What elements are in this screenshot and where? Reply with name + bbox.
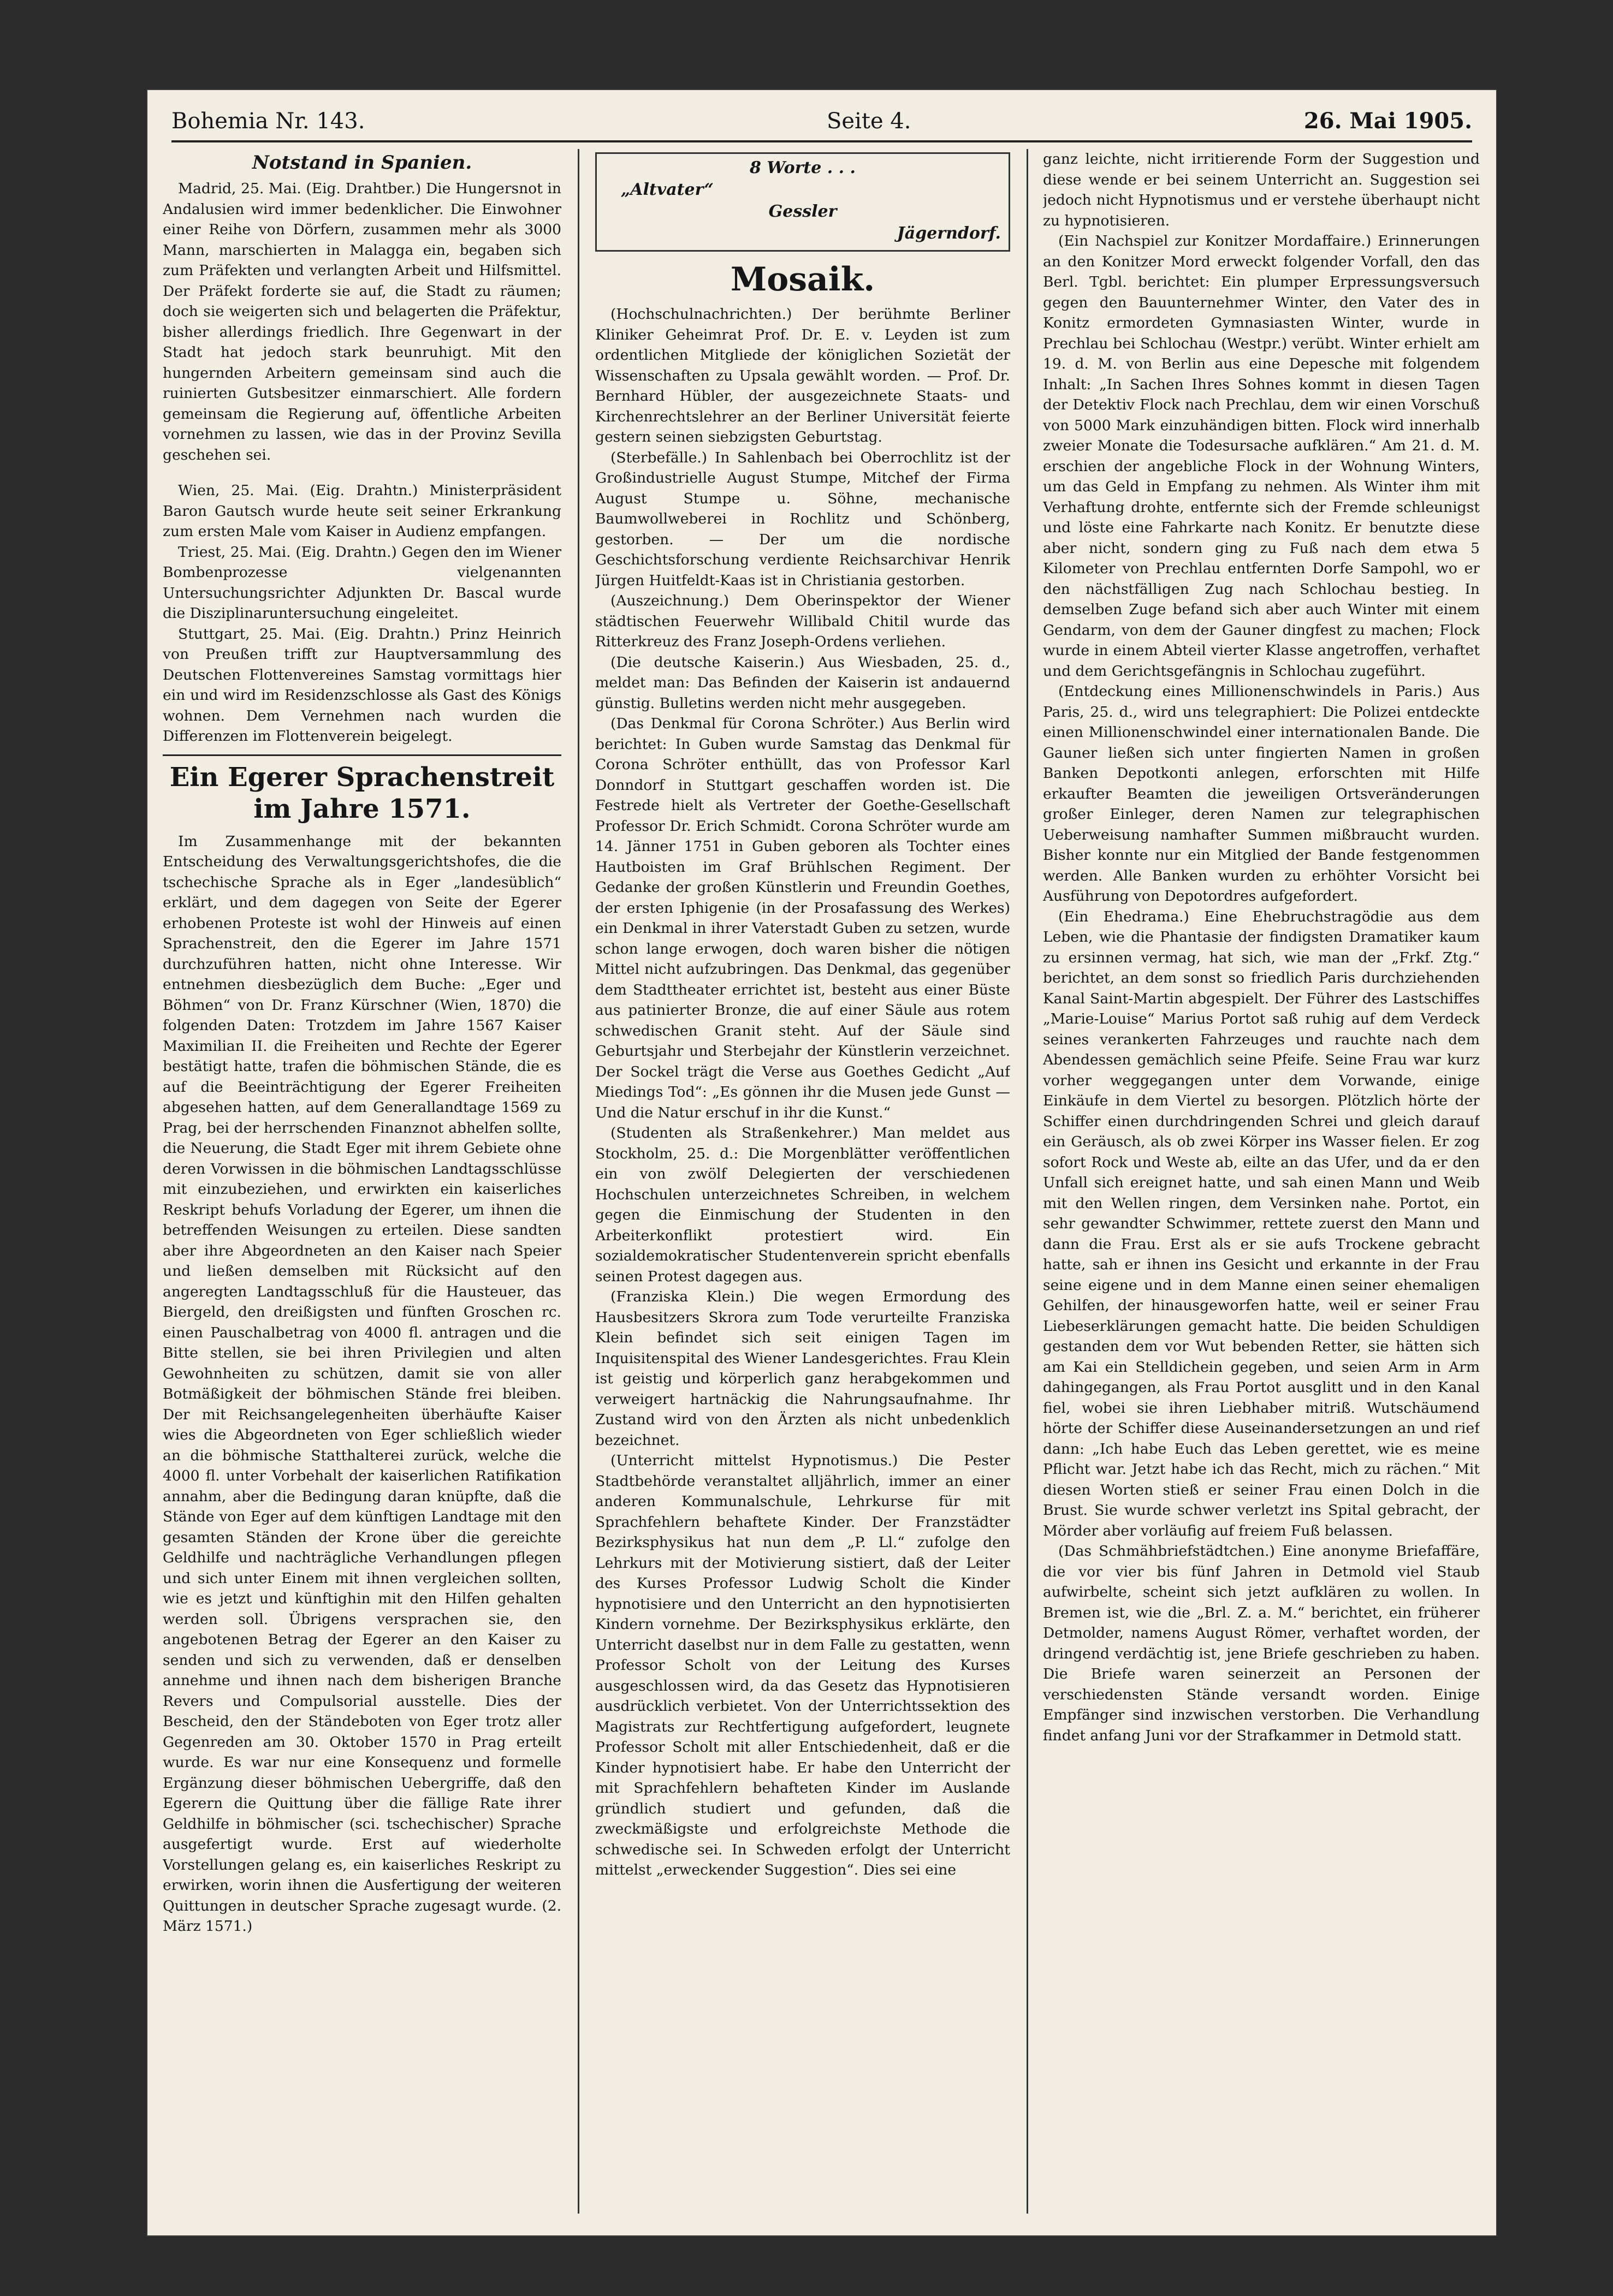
news-item: (Das Schmähbriefstädtchen.) Eine anonyme Briefaffäre, die vor vier bis fünf Jahren in Detmold viel Staub aufwirbelte, scheint sich jetzt aufklären zu wollen. In Bremen ist, wie die „Brl. Z. a. M.“ berichtet, ein früherer Detmolder, namens August Römer, verhaftet worden, der dringend verdächtig ist, jene Briefe geschrieben zu haben. Die Briefe waren seinerzeit an Personen der verschiedensten Stände versandt worden. Einige Empfänger sind inzwischen verstorben. Die Verhandlung findet anfang Juni vor der Strafkammer in Detmold statt. [1043,1543,1480,1744]
article-paragraph: Madrid, 25. Mai. (Eig. Drahtber.) Die Hungersnot in Andalusien wird immer bedenklicher. Die Einwohner einer Reihe von Dörfern, zusammen mehr als 3000 Mann, marschierten in Malagga ein, begaben sich zum Präfekten und verlangten Arbeit und Hilfsmittel. Der Präfekt forderte sie auf, die Stadt zu räumen; doch sie weigerten sich und belagerten die Präfektur, bisher allerdings friedlich. Ihre Gegenwart in der Stadt hat jedoch stark beunruhigt. Mit den hungernden Arbeitern gemeinsam sind auch die ruinierten Gutsbesitzer einmarschiert. Alle fordern gemeinsam die Regierung auf, öffentliche Arbeiten vornehmen zu lassen, wie das in der Provinz Sevilla geschehen sei. [163,180,561,463]
ad-line: 8 Worte . . . [750,158,856,177]
news-item: (Entdeckung eines Millionenschwindels in Paris.) Aus Paris, 25. d., wird uns telegraphiert: Die Polizei entdeckte einen Millionenschwindel einer internationalen Bande. Die Gauner ließen sich unter fingierten Namen in großen Banken Depotkonti anlegen, erforschten mit Hilfe erkaufter Beamten die jeweiligen Ortsveränderungen großer Einleger, deren Namen zur telegraphischen Ueberweisung namhafter Summen mißbraucht wurden. Bisher konnte nur ein Mitglied der Bande festgenommen werden. Alle Banken wurden zu erhöhter Vorsicht bei Ausführung von Depotordres aufgefordert. [1043,683,1480,905]
column-2 [595,149,1010,2214]
article-paragraph: Im Zusammenhange mit der bekannten Entscheidung des Verwaltungsgerichtshofes, die die tschechische Sprache als in Eger „landesüblich“ erklärt, und dem dagegen von Seite der Egerer erhobenen Proteste ist wohl der Hinweis auf einen Sprachenstreit, den die Egerer im Jahre 1571 durchzuführen hatten, nicht ohne Interesse. Wir entnehmen diesbezüglich dem Buche: „Eger und Böhmen“ von Dr. Franz Kürschner (Wien, 1870) die folgenden Daten: Trotzdem im Jahre 1567 Kaiser Maximilian II. die Freiheiten und Rechte der Egerer bestätigt hatte, trafen die böhmischen Stände, die es auf die Beeinträchtigung der Egerer Freiheiten abgesehen hatten, auf dem Generallandtage 1569 zu Prag, bei der herrschenden Finanznot abhelfen sollte, die Neuerung, die Stadt Eger mit ihrem Gebiete ohne deren Vorwissen in die böhmischen Landtagsschlüsse mit einzubeziehen, und erwirkten ein kaiserliches Reskript behufs Vorladung der Egerer, um ihnen die betreffenden Weisungen zu erteilen. Diese sandten aber ihre Abgeordneten an den Kaiser nach Speier und ließen demselben mit Rücksicht auf den angeregten Landtagsschluß für die Hausteuer, das Biergeld, den dreißigsten und fünften Groschen rc. einen Pauschalbetrag von 4000 fl. antragen und die Bitte stellen, sie bei ihren Privilegien und alten Gewohnheiten zu schützen, damit sie von aller Botmäßigkeit der böhmischen Stände frei bleiben. Der mit Reichsangelegenheiten überhäufte Kaiser wies die Abgeordneten von Eger schließlich wieder an die böhmische Statthalterei zurück, welche die 4000 fl. unter Vorbehalt der kaiserlichen Ratifikation annahm, aber die Bedingung daran knüpfte, daß die Stände von Eger auf dem künftigen Landtage mit den gesamten Ständen der Krone über die gereichte Geldhilfe und nachträgliche Verhandlungen pflegen und sich unter Einem mit ihnen vergleichen sollten, wie es jetzt und künftighin mit den Hilfen gehalten werden soll. Übrigens versprachen sie, den angebotenen Betrag der Egerer an den Kaiser zu senden und sich zu verwenden, daß er denselben annehme und ihnen nach dem bisherigen Branche Revers und Compulsorial ausstelle. Dies der Bescheid, den der Ständeboten von Eger trotz aller Gegenreden am 30. Oktober 1570 in Prag erteilt wurde. Es war nur eine Konsequenz und formelle Ergänzung dieser böhmischen Uebergriffe, daß den Egerern die Quittung über die fällige Rate ihrer Geldhilfe in böhmischer (sci. tschechischer) Sprache ausgefertigt wurde. Erst auf wiederholte Vorstellungen gelang es, ein kaiserliches Reskript zu erwirken, worin ihnen die Ausfertigung der weiteren Quittungen in deutscher Sprache zugesagt wurde. (2. März 1571.) [163,832,561,1935]
spacer [163,465,561,480]
news-item: (Franziska Klein.) Die wegen Ermordung des Hausbesitzers Skrora zum Tode verurteilte Franziska Klein befindet sich seit einigen Tagen im Inquisitenspital des Wiener Landesgerichtes. Frau Klein ist geistig und körperlich ganz herabgekommen und verweigert hartnäckig die Nahrungsaufnahme. Ihr Zustand wird von den Ärzten als nicht unbedenklich bezeichnet. [595,1288,1010,1449]
ad-line: „Altvater“ [621,180,714,199]
news-item: (Die deutsche Kaiserin.) Aus Wiesbaden, 25. d., meldet man: Das Befinden der Kaiserin ist andauernd günstig. Bulletins werden nicht mehr ausgegeben. [595,653,1010,712]
news-item: (Ein Nachspiel zur Konitzer Mordaffaire.) Erinnerungen an den Konitzer Mord erweckt folgender Vorfall, den das Berl. Tgbl. berichtet: Ein plumper Erpressungsversuch gegen den Bauunternehmer Winter, den Vater des in Konitz ermordeten Gymnasiasten Winter, wurde in Prechlau bei Schlochau (Westpr.) verübt. Winter erhielt am 19. d. M. von Berlin aus eine Depesche mit folgendem Inhalt: „In Sachen Ihres Sohnes kommt in diesen Tagen der Detektiv Flock nach Prechlau, dem wir einen Vorschuß von 5000 Mark einzuhändigen bitten. Flock wird innerhalb zweier Monate die Todesursache aufklären.“ Am 21. d. M. erschien der angebliche Flock in der Wohnung Winters, um das Geld in Empfang zu nehmen. Als Winter ihm mit Verhaftung drohte, entfernte sich der Fremde schleunigst und löste eine Fahrkarte nach Konitz. Er benutzte diese aber nicht, sondern ging zu Fuß nach dem etwa 5 Kilometer von Prechlau entfernten Dorfe Sampohl, wo er den nächstfälligen Zug nach Schlochau bestieg. In demselben Zuge befand sich aber auch Winter mit einem Gendarm, von dem der Gauner dingfest zu machen; Flock wurde in einem Abteil vierter Klasse angetroffen, verhaftet und dem Gerichtsgefängnis in Schlochau zugeführt. [1043,233,1480,680]
article-paragraph: Wien, 25. Mai. (Eig. Drahtn.) Ministerpräsident Baron Gautsch wurde heute seit seiner Erkrankung zum ersten Male vom Kaiser in Audienz empfangen. [163,482,561,540]
page-header [171,102,1472,142]
column-3 [1043,149,1480,2214]
article-title-sprachenstreit: Ein Egerer Sprachenstreit im Jahre 1571. [169,762,555,824]
article-paragraph: Stuttgart, 25. Mai. (Eig. Drahtn.) Prinz Heinrich von Preußen trifft zur Hauptversammlung des Deutschen Flottenvereines Samstag vormittags hier ein und wird im Residenzschlosse als Gast des Königs wohnen. Dem Vernehmen nach wurden die Differenzen im Flottenverein beigelegt. [163,625,561,745]
news-item: (Ein Ehedrama.) Eine Ehebruchstragödie aus dem Leben, wie die Phantasie der findigsten Dramatiker kaum zu ersinnen vermag, hat sich, wie man der „Frkf. Ztg.“ berichtet, an dem sonst so friedlich Paris durchziehenden Kanal Saint-Martin abgespielt. Der Führer des Lastschiffes „Marie-Louise“ Marius Portot saß ruhig auf dem Verdeck seines verankerten Fahrzeuges und rauchte nach dem Abendessen gemächlich seine Pfeife. Seine Frau war kurz vorher weggegangen unter dem Vorwande, einige Einkäufe in dem Viertel zu besorgen. Plötzlich hörte der Schiffer einen durchdringenden Schrei und gleich darauf ein Geräusch, als ob zwei Körper ins Wasser fielen. Er zog sofort Rock und Weste ab, eilte an das Ufer, und da er den Unfall sich ereignet hatte, und sah einen Mann und Weib mit den Wellen ringen, dem Versinken nahe. Portot, ein sehr gewandter Schwimmer, rettete zuerst den Mann und dann die Frau. Erst als er sie aufs Trockene gebracht hatte, sah er ihnen ins Gesicht und erkannte in der Frau seine eigene und in dem Manne einen seiner ehemaligen Gehilfen, der hinausgeworfen hatte, weil er seiner Frau Liebeserklärungen gemacht hatte. Die beiden Schuldigen gestanden dem vor Wut bebenden Retter, sie hätten sich am Kai ein Stelldichein gegeben, und seien Arm in Arm dahingegangen, als Frau Portot ausglitt und in den Kanal fiel, wobei sie ihren Liebhaber mitriß. Wutschäumend hörte der Schiffer diese Auseinandersetzungen an und rief dann: „Ich habe Euch das Leben gerettet, wie es meine Pflicht war. Jetzt habe ich das Recht, mich zu rächen.“ Mit diesen Worten stieß er seiner Frau einen Dolch in die Brust. Sie wurde schwer verletzt ins Spital gebracht, der Mörder aber vorläufig auf freiem Fuß belassen. [1043,908,1480,1539]
column-1 [163,149,561,2214]
ad-line: Gessler [768,202,837,221]
column-divider [578,149,579,2214]
newspaper-page [147,90,1496,2235]
article-title-notstand: Notstand in Spanien. [252,152,472,174]
news-item: (Auszeichnung.) Dem Oberinspektor der Wiener städtischen Feuerwehr Willibald Chitil wurde das Ritterkreuz des Franz Joseph-Ordens verliehen. [595,592,1010,650]
section-rule [163,754,561,756]
article-paragraph: Triest, 25. Mai. (Eig. Drahtn.) Gegen den im Wiener Bombenprozesse vielgenannten Untersuchungsrichter Adjunkten Dr. Bascal wurde die Disziplinaruntersuchung eingeleitet. [163,543,561,622]
masthead-issue: Bohemia Nr. 143. [171,109,365,134]
news-item-continued: ganz leichte, nicht irritierende Form der Suggestion und diese wende er bei seinem Unterricht an. Suggestion sei jedoch nicht Hypnotismus und er verstehe überhaupt nicht zu hypnotisieren. [1043,151,1480,229]
column-divider [1027,149,1028,2214]
news-item: (Hochschulnachrichten.) Der berühmte Berliner Kliniker Geheimrat Prof. Dr. E. v. Leyden ist zum ordentlichen Mitgliede der königlichen Sozietät der Wissenschaften zu Upsala gewählt worden. — Prof. Dr. Bernhard Hübler, der ausgezeichnete Staats- und Kirchenrechtslehrer an der Berliner Universität feierte gestern seinen siebzigsten Geburtstag. [595,306,1010,445]
advertisement-box [595,152,1010,252]
section-title-mosaik: Mosaik. [730,260,875,299]
page-number: Seite 4. [827,109,911,134]
news-item: (Sterbefälle.) In Sahlenbach bei Oberrochlitz ist der Großindustrielle August Stumpe, Mitchef der Firma August Stumpe u. Söhne, mechanische Baumwollweberei in Rochlitz und Schönberg, gestorben. — Der um die nordische Geschichtsforschung verdiente Reichsarchivar Henrik Jürgen Huitfeldt-Kaas ist in Christiania gestorben. [595,449,1010,589]
issue-date: 26. Mai 1905. [1303,108,1472,134]
news-item: (Studenten als Straßenkehrer.) Man meldet aus Stockholm, 25. d.: Die Morgenblätter veröffentlichen ein von zwölf Delegierten der verschiedenen Hochschulen unterzeichnetes Schreiben, in welchem gegen die Einmischung der Studenten in den Arbeiterkonflikt protestiert wird. Ein sozialdemokratischer Studentenverein spricht ebenfalls seinen Protest dagegen aus. [595,1125,1010,1285]
ad-line: Jägerndorf. [897,224,1001,243]
news-item: (Unterricht mittelst Hypnotismus.) Die Pester Stadtbehörde veranstaltet alljährlich, immer an einer anderen Kommunalschule, Lehrkurse für mit Sprachfehlern behaftete Kinder. Der Franzstädter Bezirksphysikus hat nun dem „P. Ll.“ zufolge den Lehrkurs mit der Motivierung sistiert, daß der Leiter des Kurses Professor Ludwig Scholt die Kinder hypnotisiere und den Unterricht an den hypnotisierten Kindern vornehme. Der Bezirksphysikus erklärte, den Unterricht daselbst nur in dem Falle zu gestatten, wenn Professor Scholt von der Leitung des Kurses ausgeschlossen wird, da das Gesetz das Hypnotisieren ausdrücklich verbietet. Von der Unterrichtssektion des Magistrats zur Rechtfertigung aufgefordert, leugnete Professor Scholt mit aller Entschiedenheit, daß er die Kinder hypnotisiert habe. Er habe den Unterricht der mit Sprachfehlern behafteten Kinder im Auslande gründlich studiert und gefunden, daß die zweckmäßigste und erfolgreichste Methode die schwedische sei. In Schweden erfolgt der Unterricht mittelst „erweckender Suggestion“. Dies sei eine [595,1452,1010,1878]
news-item: (Das Denkmal für Corona Schröter.) Aus Berlin wird berichtet: In Guben wurde Samstag das Denkmal für Corona Schröter enthüllt, das von Professor Karl Donndorf in Stuttgart geschaffen worden ist. Die Festrede hielt als Vertreter der Goethe-Gesellschaft Professor Dr. Erich Schmidt. Corona Schröter wurde am 14. Jänner 1751 in Guben geboren als Tochter eines Hautboisten im Graf Brühlschen Regiment. Der Gedanke der großen Künstlerin und Freundin Goethes, der ersten Iphigenie (in der Prosafassung des Werkes) ein Denkmal in ihrer Vaterstadt Guben zu setzen, wurde schon lange erwogen, doch waren bisher die nötigen Mittel nicht aufzubringen. Das Denkmal, das gegenüber dem Stadttheater errichtet ist, besteht aus einer Büste aus patinierter Bronze, die auf einer Säule aus rotem schwedischen Granit steht. Auf der Säule sind Geburtsjahr und Sterbejahr der Künstlerin verzeichnet. Der Sockel trägt die Verse aus Goethes Gedicht „Auf Miedings Tod“: „Es gönnen ihr die Musen jede Gunst — Und die Natur erschuf in ihr die Kunst.“ [595,715,1010,1121]
